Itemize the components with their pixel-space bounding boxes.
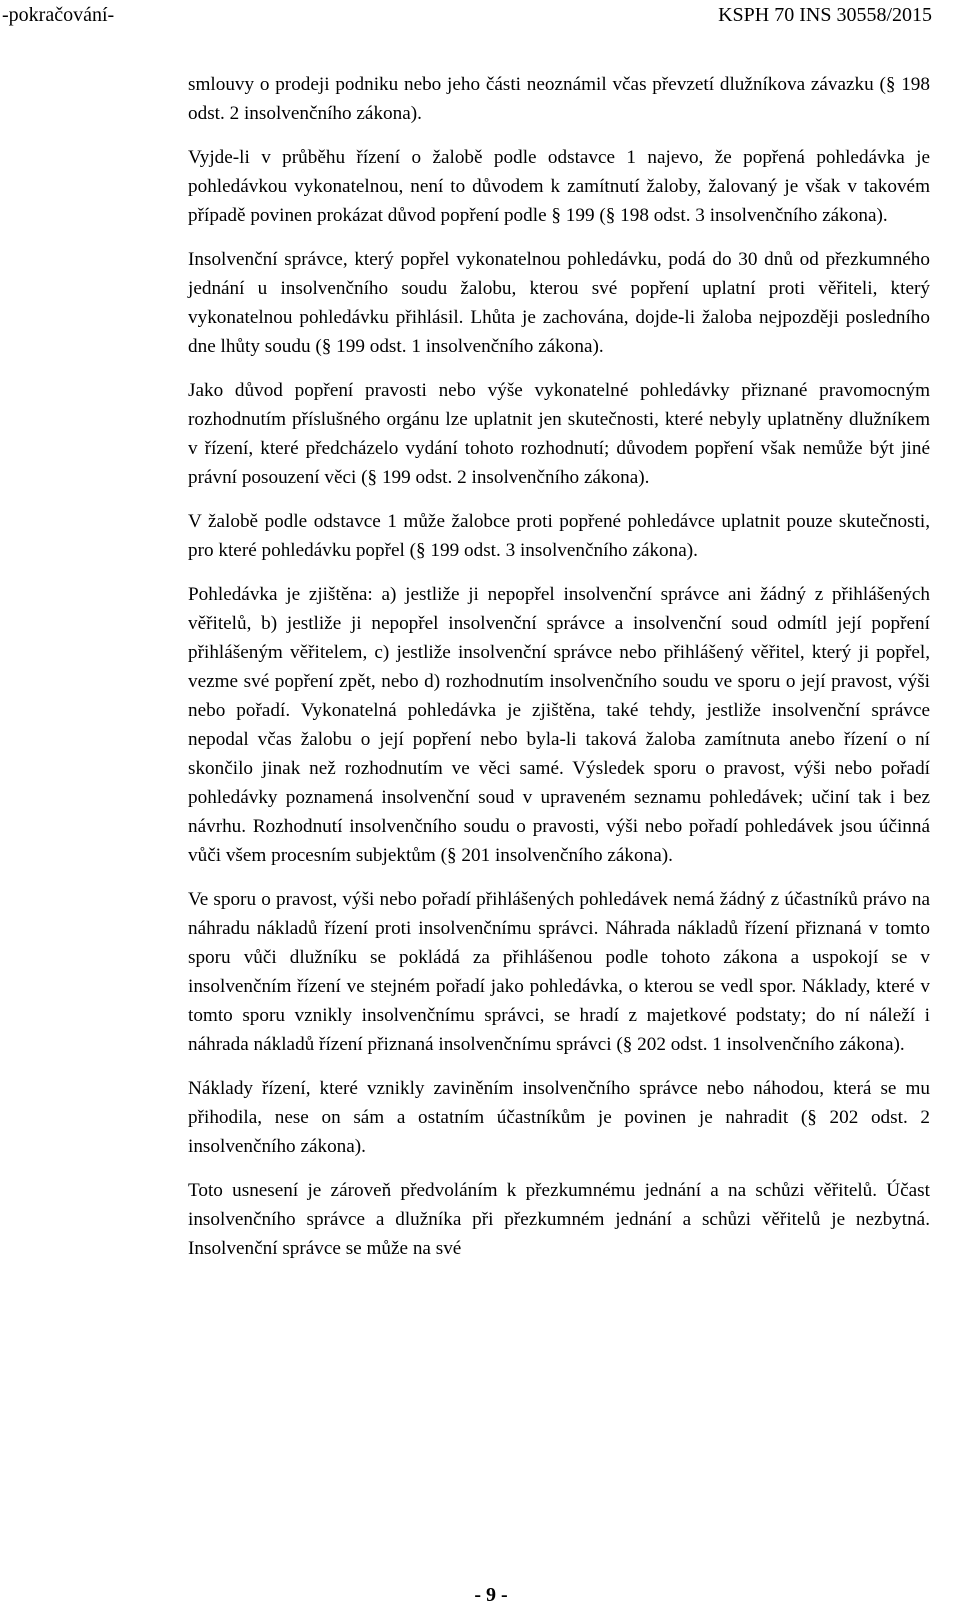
paragraph-2: Vyjde-li v průběhu řízení o žalobě podle odstavce 1 najevo, že popřená pohledávka je pohledávkou vykonatelnou, není to důvodem k zamítnutí žaloby, žalovaný je však v takovém případě povinen prokázat důvod popření podle § 199 (§ 198 odst. 3 insolvenčního zákona). — [188, 147, 930, 226]
paragraph-8: Náklady řízení, které vznikly zaviněním insolvenčního správce nebo náhodou, která se mu přihodila, nese on sám a ostatním účastníkům je povinen je nahradit (§ 202 odst. 2 insolvenčního zákona). — [188, 1078, 930, 1157]
paragraph-6: Pohledávka je zjištěna: a) jestliže ji nepopřel insolvenční správce ani žádný z přihlášených věřitelů, b) jestliže ji nepopřel insolvenční správce a insolvenční soud odmítl její popření přihlášeným věřitelem, c) jestliže insolvenční správce nebo přihlášený věřitel, který ji popřel, vezme své popření zpět, nebo d) rozhodnutím insolvenčního soudu ve sporu o její pravost, výši nebo pořadí. Vykonatelná pohledávka je zjištěna, také tehdy, jestliže insolvenční správce nepodal včas žalobu o její popření nebo byla-li taková žaloba zamítnuta anebo řízení o ní skončilo jinak než rozhodnutím ve věci samé. Výsledek sporu o pravost, výši nebo pořadí pohledávky poznamená insolvenční soud v upraveném seznamu pohledávek; učiní tak i bez návrhu. Rozhodnutí insolvenčního soudu o pravosti, výši nebo pořadí pohledávek jsou účinná vůči všem procesním subjektům (§ 201 insolvenčního zákona). — [188, 584, 930, 866]
continuation-label: -pokračování- — [2, 4, 115, 26]
paragraph-9: Toto usnesení je zároveň předvoláním k přezkumnému jednání a na schůzi věřitelů. Účast insolvenčního správce a dlužníka při přezkumném jednání a schůzi věřitelů je nezbytná. Insolvenční správce se může na své — [188, 1180, 930, 1259]
paragraph-3: Insolvenční správce, který popřel vykonatelnou pohledávku, podá do 30 dnů od přezkumného jednání u insolvenčního soudu žalobu, kterou své popření uplatní proti věřiteli, který vykonatelnou pohledávku přihlásil. Lhůta je zachována, dojde-li žaloba nejpozději posledního dne lhůty soudu (§ 199 odst. 1 insolvenčního zákona). — [188, 249, 930, 357]
case-number: KSPH 70 INS 30558/2015 — [718, 4, 932, 26]
page-header — [0, 4, 960, 34]
page-number: - 9 - — [474, 1584, 508, 1606]
paragraph-1: smlouvy o prodeji podniku nebo jeho části neoznámil včas převzetí dlužníkova závazku (§ 198 odst. 2 insolvenčního zákona). — [188, 74, 930, 124]
document-body — [188, 70, 930, 1278]
paragraph-4: Jako důvod popření pravosti nebo výše vykonatelné pohledávky přiznané pravomocným rozhodnutím příslušného orgánu lze uplatnit jen skutečnosti, které nebyly uplatněny dlužníkem v řízení, které předcházelo vydání tohoto rozhodnutí; důvodem popření však nemůže být jiné právní posouzení věci (§ 199 odst. 2 insolvenčního zákona). — [188, 380, 930, 488]
paragraph-5: V žalobě podle odstavce 1 může žalobce proti popřené pohledávce uplatnit pouze skutečnosti, pro které pohledávku popřel (§ 199 odst. 3 insolvenčního zákona). — [188, 511, 930, 561]
paragraph-7: Ve sporu o pravost, výši nebo pořadí přihlášených pohledávek nemá žádný z účastníků právo na náhradu nákladů řízení proti insolvenčnímu správci. Náhrada nákladů řízení přiznaná v tomto sporu vůči dlužníku se pokládá za přihlášenou podle tohoto zákona a uspokojí se v insolvenčním řízení ve stejném pořadí jako pohledávka, o kterou se vedl spor. Náklady, které v tomto sporu vznikly insolvenčnímu správci, se hradí z majetkové podstaty; do ní náleží i náhrada nákladů řízení přiznaná insolvenčnímu správci (§ 202 odst. 1 insolvenčního zákona). — [188, 889, 930, 1055]
